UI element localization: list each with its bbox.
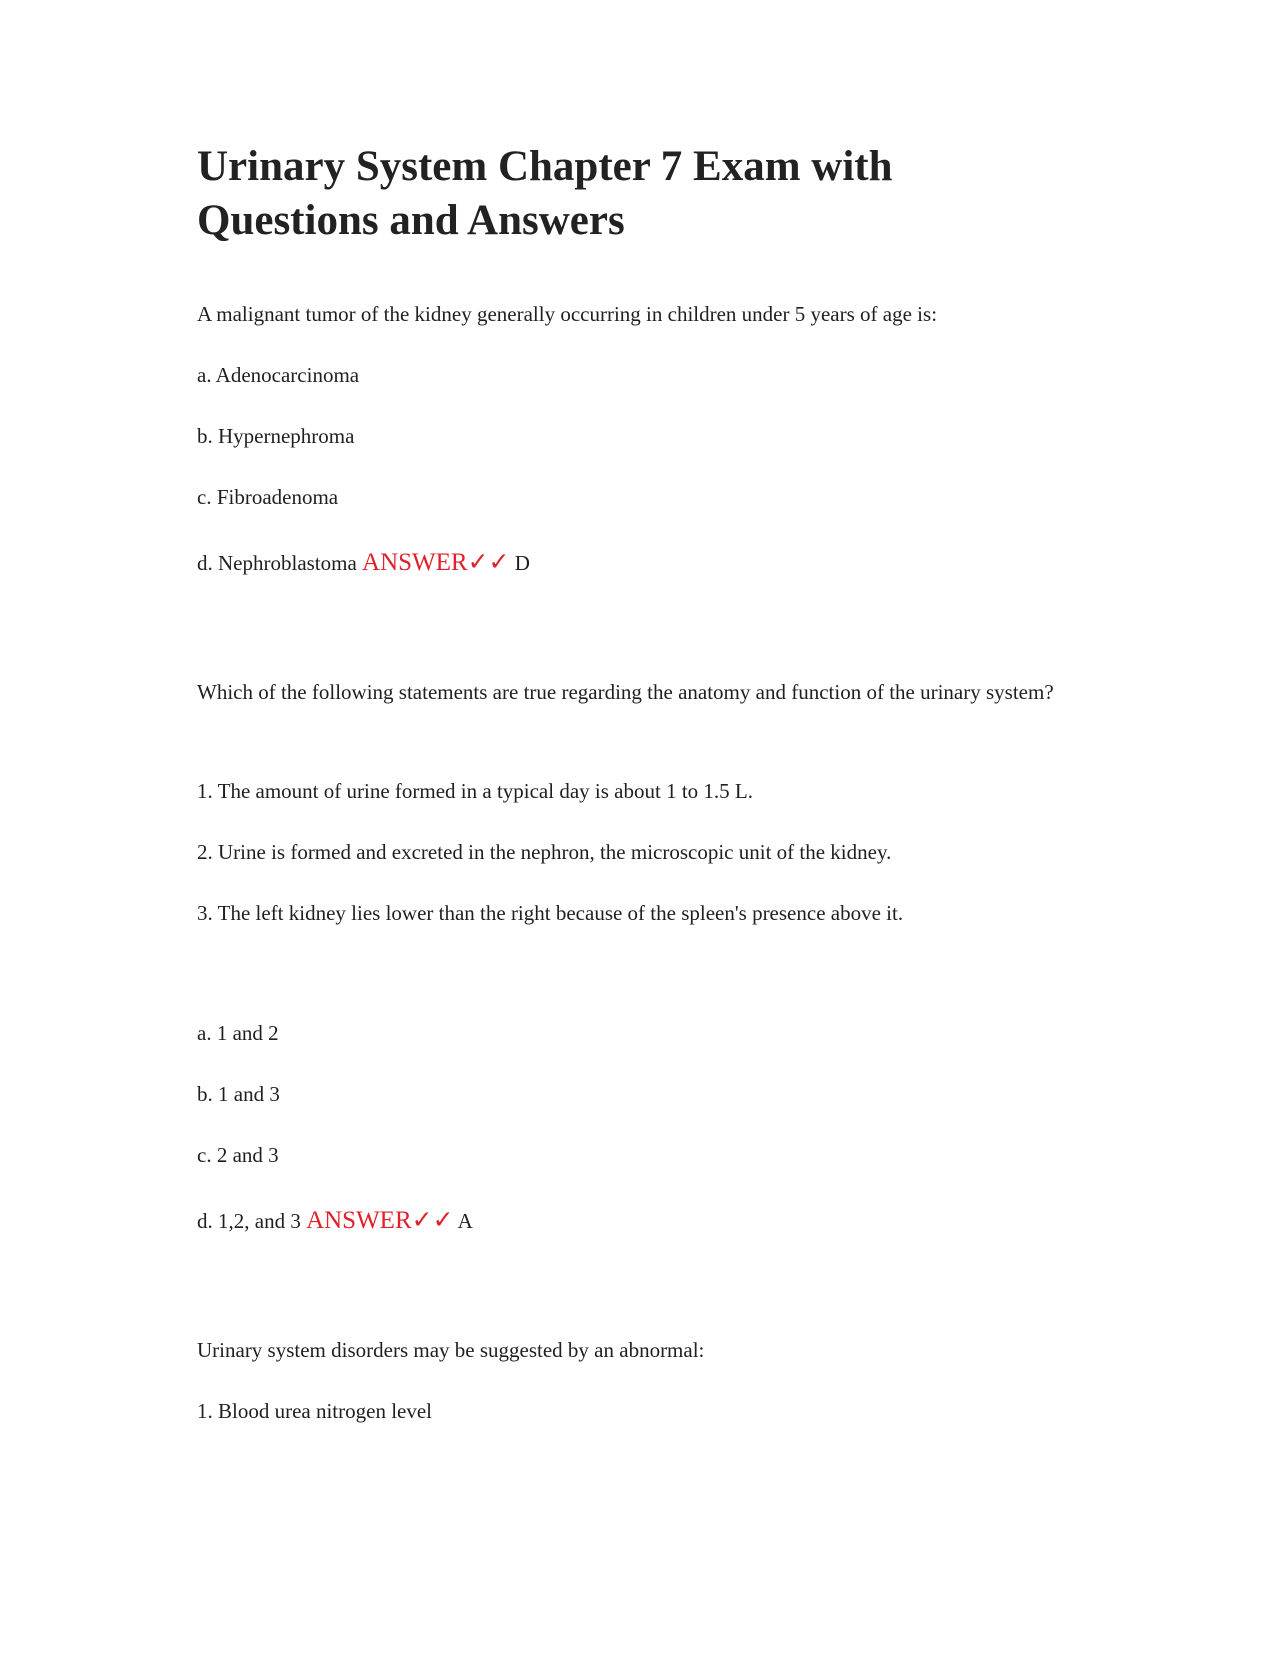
question-2-option-a: a. 1 and 2 (197, 1021, 279, 1045)
question-2-statement-2: 2. Urine is formed and excreted in the nephron, the microscopic unit of the kidney. (197, 840, 892, 864)
document-title: Urinary System Chapter 7 Exam with Questions and Answers (197, 143, 893, 244)
question-2-option-d: d. 1,2, and 3 (197, 1209, 301, 1233)
question-1-option-a: a. Adenocarcinoma (197, 363, 360, 387)
question-1-option-b: b. Hypernephroma (197, 424, 355, 448)
question-2-option-c: c. 2 and 3 (197, 1143, 279, 1167)
question-2-option-b: b. 1 and 3 (197, 1082, 280, 1106)
question-1-option-c: c. Fibroadenoma (197, 485, 339, 509)
question-1-answer: D (514, 551, 530, 575)
question-2-statement-1: 1. The amount of urine formed in a typical day is about 1 to 1.5 L. (197, 779, 753, 803)
question-2-answer: A (457, 1209, 473, 1233)
question-2-prompt: Which of the following statements are true regarding the anatomy and function of the urinary system? (197, 680, 1054, 704)
question-1-option-d: d. Nephroblastoma (197, 551, 357, 575)
answer-label: ANSWER✓✓ (306, 1207, 454, 1234)
question-3-prompt: Urinary system disorders may be suggested by an abnormal: (197, 1338, 705, 1362)
question-2-statement-3: 3. The left kidney lies lower than the right because of the spleen's presence above it. (197, 901, 904, 925)
answer-label: ANSWER✓✓ (362, 549, 510, 576)
question-1-option-d-line (197, 543, 530, 583)
question-2-option-d-line (197, 1201, 473, 1241)
question-3-statement-1: 1. Blood urea nitrogen level (197, 1399, 433, 1423)
question-1-prompt: A malignant tumor of the kidney generally occurring in children under 5 years of age is: (197, 302, 938, 326)
